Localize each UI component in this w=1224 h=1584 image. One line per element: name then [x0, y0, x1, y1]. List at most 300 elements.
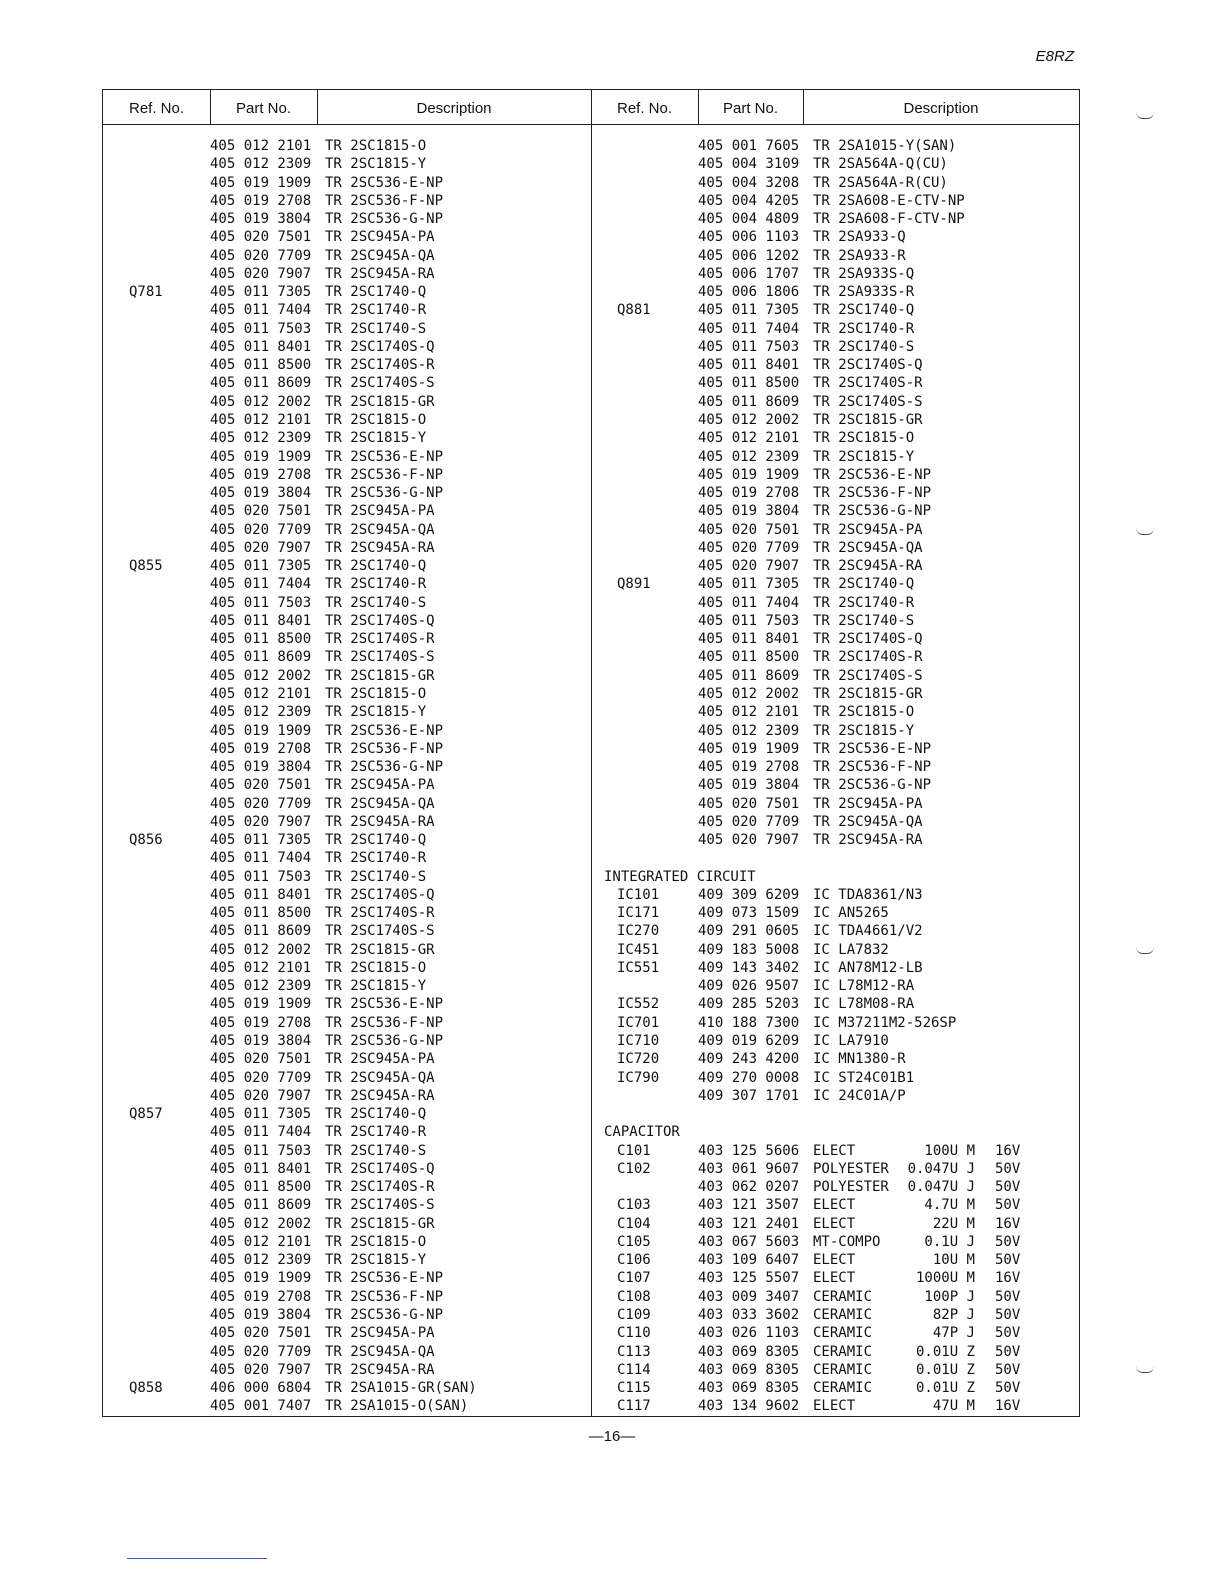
part-no: 405 011 8401: [210, 612, 312, 629]
cap-type: ELECT: [813, 1197, 856, 1214]
table-row: [591, 1087, 1079, 1105]
description: TR 2SC536-E-NP: [813, 466, 932, 483]
table-row: [103, 1343, 591, 1361]
table-row: [103, 868, 591, 886]
table-row: [103, 1251, 591, 1269]
part-no: 405 019 1909: [210, 448, 312, 465]
ref-no: Q881: [617, 302, 651, 319]
description: TR 2SC1740-Q: [813, 302, 915, 319]
part-no: 405 012 2309: [698, 722, 800, 739]
table-row: [103, 1196, 591, 1214]
table-row: [103, 1269, 591, 1287]
part-no: 405 011 8500: [698, 375, 800, 392]
table-row: [103, 411, 591, 429]
description: TR 2SC945A-RA: [325, 539, 435, 556]
description: TR 2SC1815-Y: [325, 978, 427, 995]
part-no: 403 026 1103: [698, 1325, 800, 1342]
part-no: 405 012 2309: [210, 978, 312, 995]
description: TR 2SA564A-Q(CU): [813, 156, 948, 173]
table-row: [591, 904, 1079, 922]
description: TR 2SC1740S-S: [813, 667, 923, 684]
part-no: 409 026 9507: [698, 978, 800, 995]
description: TR 2SA564A-R(CU): [813, 174, 948, 191]
part-no: 405 019 3804: [698, 777, 800, 794]
description: TR 2SC1815-GR: [813, 685, 923, 702]
description: TR 2SC1740S-R: [325, 357, 435, 374]
table-row: [103, 959, 591, 977]
table-row: [103, 448, 591, 466]
description: TR 2SC1740-S: [325, 320, 427, 337]
ref-no: IC720: [617, 1051, 660, 1068]
description: TR 2SC1815-O: [325, 959, 427, 976]
table-row: [103, 247, 591, 265]
part-no: 405 020 7907: [210, 265, 312, 282]
table-row: [591, 1215, 1079, 1233]
table-row: [591, 411, 1079, 429]
part-no: 405 004 3109: [698, 156, 800, 173]
table-row: [103, 1288, 591, 1306]
part-no: 403 134 9602: [698, 1398, 800, 1415]
description: TR 2SC536-E-NP: [325, 448, 444, 465]
description: TR 2SC945A-PA: [325, 503, 435, 520]
table-row: [591, 521, 1079, 539]
description: TR 2SC1815-Y: [325, 704, 427, 721]
table-row: [591, 886, 1079, 904]
table-row: [591, 1269, 1079, 1287]
description: TR 2SC536-G-NP: [325, 485, 444, 502]
table-row: [103, 265, 591, 283]
part-no: 405 020 7501: [210, 503, 312, 520]
table-row: [103, 722, 591, 740]
table-row: [103, 228, 591, 246]
table-row: [103, 886, 591, 904]
part-no: 405 012 2002: [210, 667, 312, 684]
description: IC LA7910: [813, 1033, 889, 1050]
model-code: E8RZ: [1035, 48, 1074, 65]
table-row: [591, 1233, 1079, 1251]
part-no: 409 309 6209: [698, 886, 800, 903]
part-no: 405 004 4809: [698, 211, 800, 228]
part-no: 405 012 2002: [698, 685, 800, 702]
ref-no: C110: [617, 1325, 651, 1342]
table-row: [103, 1324, 591, 1342]
part-no: 406 000 6804: [210, 1380, 312, 1397]
margin-mark: [1136, 947, 1154, 954]
cap-voltage: 50V: [995, 1343, 1021, 1360]
part-no: 405 011 7305: [210, 1106, 312, 1123]
part-no: 405 020 7501: [210, 1051, 312, 1068]
ref-no: C109: [617, 1307, 651, 1323]
table-row: [103, 630, 591, 648]
description: IC 24C01A/P: [813, 1087, 906, 1104]
table-row: [103, 1142, 591, 1160]
table-row: [103, 995, 591, 1013]
cap-value: 0.047U J: [907, 1179, 975, 1196]
table-row: [103, 356, 591, 374]
part-no: 405 011 7404: [210, 850, 312, 867]
cap-voltage: 16V: [995, 1270, 1021, 1287]
ref-no: Q858: [129, 1380, 163, 1397]
description: TR 2SC1740S-S: [325, 649, 435, 666]
description: TR 2SC536-G-NP: [813, 503, 932, 520]
part-no: 405 011 8609: [210, 375, 312, 392]
description: TR 2SC1740S-S: [325, 1197, 435, 1214]
description: IC M37211M2-526SP: [813, 1014, 957, 1031]
part-no: 403 067 5603: [698, 1233, 800, 1250]
table-row: [591, 667, 1079, 685]
cap-type: ELECT: [813, 1252, 856, 1269]
description: TR 2SC1740-S: [325, 594, 427, 611]
cap-type: CERAMIC: [813, 1288, 873, 1305]
table-row: [103, 320, 591, 338]
ref-no: IC701: [617, 1014, 660, 1031]
ref-no: IC101: [617, 886, 660, 903]
part-no: 405 012 2101: [698, 430, 800, 447]
description: TR 2SC945A-RA: [813, 558, 923, 575]
ref-no: C103: [617, 1197, 651, 1214]
description: IC TDA8361/N3: [813, 886, 923, 903]
part-no: 405 020 7907: [210, 1361, 312, 1378]
table-row: [103, 137, 591, 155]
table-row: [591, 247, 1079, 265]
description: TR 2SC1815-GR: [325, 667, 435, 684]
table-row: [103, 1379, 591, 1397]
table-row: [103, 192, 591, 210]
table-row: [103, 502, 591, 520]
part-no: 405 011 8500: [210, 357, 312, 374]
cap-voltage: 50V: [995, 1380, 1021, 1397]
table-row: [103, 557, 591, 575]
description: TR 2SA1015-O(SAN): [325, 1398, 469, 1415]
part-no: 405 019 2708: [210, 466, 312, 483]
part-no: 405 004 4205: [698, 192, 800, 209]
description: TR 2SC536-G-NP: [325, 1307, 444, 1323]
part-no: 405 020 7907: [698, 558, 800, 575]
table-row: [591, 393, 1079, 411]
description: TR 2SC945A-PA: [813, 521, 923, 538]
part-no: 405 020 7501: [210, 777, 312, 794]
part-no: 405 012 2309: [210, 430, 312, 447]
part-no: 405 020 7709: [698, 539, 800, 556]
table-row: [103, 466, 591, 484]
description: IC AN78M12-LB: [813, 959, 923, 976]
description: TR 2SC536-F-NP: [325, 1288, 444, 1305]
table-row: [591, 448, 1079, 466]
part-no: 405 020 7709: [210, 1343, 312, 1360]
ref-no: C102: [617, 1160, 651, 1177]
table-row: [591, 1050, 1079, 1068]
table-row: [103, 849, 591, 867]
part-no: 405 019 2708: [210, 740, 312, 757]
part-no: 405 006 1806: [698, 284, 800, 301]
table-row: [103, 904, 591, 922]
part-no: 403 069 8305: [698, 1361, 800, 1378]
cap-voltage: 50V: [995, 1361, 1021, 1378]
description: TR 2SC1740-Q: [325, 832, 427, 849]
part-no: 405 011 8401: [210, 1160, 312, 1177]
description: TR 2SA933-R: [813, 247, 906, 264]
table-row: [591, 1361, 1079, 1379]
table-row: [591, 740, 1079, 758]
cap-type: CERAMIC: [813, 1361, 873, 1378]
part-no: 405 011 8401: [698, 357, 800, 374]
part-no: 405 019 1909: [210, 174, 312, 191]
part-no: 405 020 7501: [210, 229, 312, 246]
cap-value: 0.047U J: [907, 1160, 975, 1177]
table-row: [103, 1233, 591, 1251]
table-row: [103, 521, 591, 539]
part-no: 405 011 7503: [210, 594, 312, 611]
part-no: 405 012 2101: [210, 685, 312, 702]
description: TR 2SC1815-Y: [325, 156, 427, 173]
part-no: 405 011 7503: [210, 320, 312, 337]
header-ref-right: Ref. No.: [616, 100, 673, 117]
ref-no: Q855: [129, 558, 163, 575]
table-row: [591, 466, 1079, 484]
table-row: [103, 685, 591, 703]
table-row: [591, 1196, 1079, 1214]
ref-no: IC451: [617, 941, 660, 958]
part-no: 403 033 3602: [698, 1307, 800, 1323]
table-row: [591, 283, 1079, 301]
ref-no: C108: [617, 1288, 651, 1305]
table-row: [103, 648, 591, 666]
description: TR 2SC536-E-NP: [325, 722, 444, 739]
table-row: [103, 1032, 591, 1050]
part-no: 405 012 2309: [210, 704, 312, 721]
description: TR 2SC1740-R: [813, 320, 915, 337]
description: TR 2SC1815-Y: [325, 430, 427, 447]
part-no: 405 011 7305: [210, 832, 312, 849]
table-row: [103, 795, 591, 813]
part-no: 405 011 7404: [210, 302, 312, 319]
table-row: [103, 174, 591, 192]
part-no: 405 019 1909: [210, 1270, 312, 1287]
description: TR 2SC1815-O: [813, 430, 915, 447]
table-row: [591, 575, 1079, 593]
description: TR 2SC945A-PA: [325, 777, 435, 794]
ref-no: IC710: [617, 1033, 660, 1050]
table-row: [591, 795, 1079, 813]
table-row: [591, 210, 1079, 228]
section-title-ic: INTEGRATED CIRCUIT: [604, 868, 756, 885]
cap-value: 100P J: [924, 1288, 975, 1305]
part-no: 409 019 6209: [698, 1033, 800, 1050]
table-row: [591, 1397, 1079, 1415]
description: TR 2SC1815-GR: [325, 393, 435, 410]
ref-no: C114: [617, 1361, 651, 1378]
part-no: 405 012 2002: [210, 941, 312, 958]
description: TR 2SA608-E-CTV-NP: [813, 192, 965, 209]
cap-value: 0.01U Z: [915, 1380, 975, 1397]
description: IC L78M08-RA: [813, 996, 915, 1013]
part-no: 405 019 1909: [698, 740, 800, 757]
cap-voltage: 50V: [995, 1197, 1021, 1214]
table-row: [103, 283, 591, 301]
table-row: [591, 813, 1079, 831]
page-number: —16—: [588, 1428, 636, 1445]
cap-value: 4.7U M: [924, 1197, 975, 1214]
table-row: [591, 174, 1079, 192]
table-row: [591, 502, 1079, 520]
part-no: 405 011 8500: [210, 631, 312, 648]
table-row: [591, 977, 1079, 995]
description: TR 2SC1815-GR: [325, 1215, 435, 1232]
part-no: 405 001 7407: [210, 1398, 312, 1415]
table-row: [103, 1105, 591, 1123]
part-no: 405 012 2101: [210, 1233, 312, 1250]
part-no: 405 012 2309: [698, 448, 800, 465]
part-no: 405 011 7503: [698, 612, 800, 629]
cap-value: 1000U M: [915, 1270, 975, 1287]
table-row: [591, 539, 1079, 557]
description: TR 2SC1815-O: [325, 685, 427, 702]
table-row: [591, 374, 1079, 392]
table-row: [103, 1178, 591, 1196]
description: TR 2SC1815-O: [325, 1233, 427, 1250]
part-no: 405 006 1202: [698, 247, 800, 264]
part-no: 405 011 8401: [698, 631, 800, 648]
table-row: [591, 612, 1079, 630]
table-row: [591, 1142, 1079, 1160]
table-row: [103, 338, 591, 356]
part-no: 405 011 8609: [210, 649, 312, 666]
part-no: 405 020 7709: [210, 795, 312, 812]
description: IC LA7832: [813, 941, 889, 958]
cap-voltage: 50V: [995, 1160, 1021, 1177]
part-no: 405 004 3208: [698, 174, 800, 191]
table-row: [591, 1324, 1079, 1342]
part-no: 405 020 7501: [698, 795, 800, 812]
table-row: [103, 539, 591, 557]
part-no: 405 012 2309: [210, 1252, 312, 1269]
table-row: [591, 1032, 1079, 1050]
description: TR 2SC1740S-R: [325, 1179, 435, 1196]
part-no: 409 285 5203: [698, 996, 800, 1013]
description: TR 2SC945A-RA: [813, 832, 923, 849]
part-no: 405 019 1909: [698, 466, 800, 483]
table-row: [591, 758, 1079, 776]
table-row: [591, 922, 1079, 940]
description: TR 2SC945A-RA: [325, 813, 435, 830]
part-no: 405 012 2101: [210, 959, 312, 976]
margin-mark: [1136, 112, 1154, 119]
part-no: 405 012 2002: [210, 1215, 312, 1232]
description: TR 2SC1740S-R: [325, 905, 435, 922]
left-column: [103, 137, 591, 1416]
description: TR 2SC536-G-NP: [813, 777, 932, 794]
part-no: 405 019 1909: [210, 722, 312, 739]
part-no: 405 020 7709: [210, 521, 312, 538]
table-row: [591, 776, 1079, 794]
part-no: 405 011 8609: [210, 923, 312, 940]
part-no: 409 270 0008: [698, 1069, 800, 1086]
part-no: 405 019 2708: [698, 759, 800, 776]
table-row: [103, 210, 591, 228]
cap-value: 82P J: [932, 1307, 975, 1323]
part-no: 405 020 7709: [210, 247, 312, 264]
description: TR 2SC1740S-S: [325, 923, 435, 940]
part-no: 405 011 8500: [210, 1179, 312, 1196]
part-no: 405 011 7404: [698, 320, 800, 337]
description: TR 2SC945A-QA: [813, 813, 923, 830]
table-row: [591, 320, 1079, 338]
description: TR 2SC1740-S: [813, 338, 915, 355]
description: TR 2SC536-F-NP: [325, 740, 444, 757]
header-desc-left: Description: [416, 100, 492, 117]
part-no: 405 019 2708: [210, 1014, 312, 1031]
ref-no: C113: [617, 1343, 651, 1360]
table-row: [591, 630, 1079, 648]
ref-no: Q857: [129, 1106, 163, 1123]
part-no: 405 011 8609: [698, 393, 800, 410]
ref-no: IC171: [617, 905, 660, 922]
part-no: 405 011 8609: [210, 1197, 312, 1214]
description: TR 2SC1815-O: [325, 138, 427, 154]
cap-type: CERAMIC: [813, 1325, 873, 1342]
ref-no: C104: [617, 1215, 651, 1232]
cap-voltage: 50V: [995, 1325, 1021, 1342]
header-part-right: Part No.: [722, 100, 779, 117]
description: TR 2SC1740-S: [813, 612, 915, 629]
description: TR 2SC945A-PA: [325, 1325, 435, 1342]
part-no: 405 001 7605: [698, 138, 800, 154]
table-row: [591, 265, 1079, 283]
part-no: 405 019 2708: [210, 192, 312, 209]
table-row: [103, 1014, 591, 1032]
part-no: 405 019 3804: [210, 759, 312, 776]
cap-voltage: 50V: [995, 1233, 1021, 1250]
table-row: [103, 484, 591, 502]
description: TR 2SC945A-QA: [813, 539, 923, 556]
ref-no: Q781: [129, 284, 163, 301]
table-row: [103, 740, 591, 758]
part-no: 405 020 7907: [210, 813, 312, 830]
cap-type: ELECT: [813, 1215, 856, 1232]
description: TR 2SA1015-Y(SAN): [813, 138, 957, 154]
description: TR 2SC945A-PA: [813, 795, 923, 812]
table-row: [591, 1069, 1079, 1087]
part-no: 405 011 8500: [210, 905, 312, 922]
table-row: [103, 1050, 591, 1068]
cap-voltage: 50V: [995, 1252, 1021, 1269]
description: TR 2SC1740-R: [325, 850, 427, 867]
cap-value: 100U M: [924, 1142, 975, 1159]
part-no: 409 291 0605: [698, 923, 800, 940]
part-no: 405 020 7501: [698, 521, 800, 538]
part-no: 409 143 3402: [698, 959, 800, 976]
table-row: [103, 575, 591, 593]
table-row: [103, 155, 591, 173]
table-row: [103, 1069, 591, 1087]
description: TR 2SA933S-Q: [813, 265, 915, 282]
part-no: 405 011 8401: [210, 338, 312, 355]
part-no: 405 019 3804: [698, 503, 800, 520]
part-no: 405 011 7503: [210, 1142, 312, 1159]
table-row: [103, 429, 591, 447]
part-no: 403 069 8305: [698, 1343, 800, 1360]
part-no: 405 011 7404: [698, 594, 800, 611]
table-row: [103, 1123, 591, 1141]
table-row: [591, 1379, 1079, 1397]
part-no: 403 121 2401: [698, 1215, 800, 1232]
part-no: 409 073 1509: [698, 905, 800, 922]
description: IC L78M12-RA: [813, 978, 915, 995]
table-row: [591, 1178, 1079, 1196]
table-row: [591, 703, 1079, 721]
description: TR 2SC536-E-NP: [813, 740, 932, 757]
part-no: 405 019 2708: [698, 485, 800, 502]
